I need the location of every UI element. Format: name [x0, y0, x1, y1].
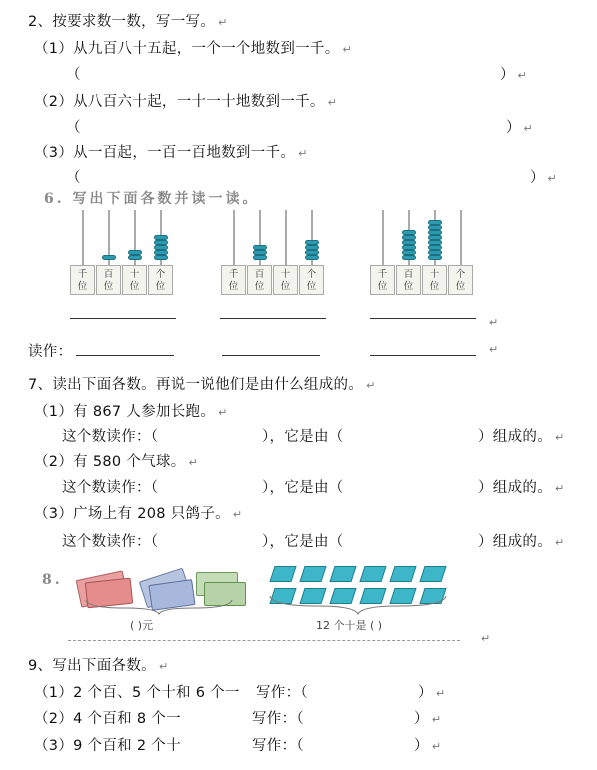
write-line-2[interactable]: [220, 318, 326, 319]
q9-item-2-write: 写作：（: [252, 711, 304, 727]
place-value-label: 十 位: [422, 265, 447, 295]
ten-note-bundle: [419, 566, 446, 582]
abacus-bead: [402, 245, 416, 250]
q9-item-3-write: 写作：（: [252, 738, 304, 754]
q8-label: 8.: [42, 572, 63, 588]
abacus-bead: [305, 255, 319, 260]
q7-item-2: （2）有 580 个气球。 ↵: [34, 454, 199, 470]
q9-item-2: （2）4 个百和 8 个一: [34, 711, 181, 727]
q7-title: 7、读出下面各数。再说一说他们是由什么组成的。 ↵: [28, 377, 376, 393]
q7-item-3: （3）广场上有 208 只鸽子。 ↵: [34, 506, 243, 522]
abacus-bead: [253, 250, 267, 255]
write-line-3[interactable]: [370, 318, 476, 319]
q2-item-3-close[interactable]: ） ↵: [530, 170, 557, 186]
abacus-bead: [154, 240, 168, 245]
q9-title: 9、写出下面各数。 ↵: [28, 658, 169, 674]
q2-item-2-open: （: [66, 120, 81, 136]
abacus-bead: [102, 255, 116, 260]
place-value-label: 百 位: [247, 265, 272, 295]
abacus-bead: [305, 240, 319, 245]
q7-sentence-3-start: 这个数读作：（: [62, 534, 159, 550]
abacus-bead: [402, 240, 416, 245]
q7-sentence-1-start: 这个数读作：（: [62, 429, 159, 445]
q8-left-caption: ( )元: [130, 619, 154, 632]
abacus-bead: [428, 245, 442, 250]
place-value-label: 千 位: [370, 265, 395, 295]
q9-item-1-write: 写作：（: [256, 685, 308, 701]
abacus-bead: [428, 240, 442, 245]
q7-sentence-1-end: ）组成的。 ↵: [478, 429, 565, 445]
q7-sentence-3-mid: ），它是由（: [262, 534, 344, 550]
q2-item-1: （1）从九百八十五起，一个一个地数到一千。 ↵: [34, 41, 353, 57]
brace-left: [84, 598, 234, 616]
paragraph-mark: ↵: [489, 316, 499, 329]
place-value-label: 十 位: [122, 265, 147, 295]
abacus-3: [370, 205, 480, 300]
abacus-bead: [428, 255, 442, 260]
abacus-bead: [428, 235, 442, 240]
abacus-bead: [402, 230, 416, 235]
q9-item-3-close[interactable]: ） ↵: [414, 738, 442, 754]
q2-item-2-close[interactable]: ） ↵: [506, 120, 533, 136]
abacus-bead: [154, 235, 168, 240]
place-value-label: 个 位: [299, 265, 324, 295]
q7-sentence-2-mid: ），它是由（: [262, 480, 344, 496]
q2-item-3-open: （: [66, 170, 81, 186]
q2-item-2: （2）从八百六十起，一十一十地数到一千。 ↵: [34, 94, 338, 110]
read-line-3[interactable]: [370, 355, 476, 356]
abacus-bead: [428, 230, 442, 235]
abacus-rod: [82, 210, 84, 265]
q9-item-3: （3）9 个百和 2 个十: [34, 738, 181, 754]
abacus-bead: [428, 225, 442, 230]
abacus-bead: [128, 255, 142, 260]
place-value-label: 千 位: [70, 265, 95, 295]
abacus-bead: [154, 255, 168, 260]
place-value-label: 十 位: [273, 265, 298, 295]
abacus-bead: [402, 255, 416, 260]
q2-item-1-close[interactable]: ） ↵: [500, 67, 527, 83]
q6-title: 6. 写出下面各数并读一读。: [44, 191, 260, 207]
q2-title: 2、按要求数一数，写一写。 ↵: [28, 14, 228, 30]
ten-note-bundle: [359, 566, 386, 582]
paragraph-mark: ↵: [489, 343, 499, 356]
abacus-1: [70, 205, 180, 300]
abacus-bead: [305, 245, 319, 250]
abacus-bead: [253, 245, 267, 250]
abacus-bead: [154, 245, 168, 250]
read-line-1[interactable]: [76, 355, 174, 356]
ten-note-bundle: [389, 566, 416, 582]
place-value-label: 百 位: [96, 265, 121, 295]
abacus-bead: [428, 220, 442, 225]
divider: [68, 640, 460, 641]
place-value-label: 百 位: [396, 265, 421, 295]
abacus-rod: [233, 210, 235, 265]
ten-note-bundle: [329, 566, 356, 582]
q9-item-1-close[interactable]: ） ↵: [418, 685, 446, 701]
q9-item-2-close[interactable]: ） ↵: [414, 711, 442, 727]
read-label: 读作：: [28, 344, 73, 360]
abacus-bead: [154, 250, 168, 255]
abacus-bead: [402, 235, 416, 240]
abacus-bead: [428, 250, 442, 255]
abacus-rod: [460, 210, 462, 265]
abacus-bead: [305, 250, 319, 255]
brace-right: [268, 594, 448, 616]
abacus-bead: [128, 250, 142, 255]
read-line-2[interactable]: [222, 355, 320, 356]
write-line-1[interactable]: [70, 318, 176, 319]
abacus-rod: [382, 210, 384, 265]
q9-item-1: （1）2 个百、5 个十和 6 个一: [34, 685, 240, 701]
abacus-bead: [402, 250, 416, 255]
place-value-label: 个 位: [448, 265, 473, 295]
q2-item-3: （3）从一百起，一百一百地数到一千。 ↵: [34, 145, 308, 161]
q2-item-1-open: （: [66, 67, 81, 83]
abacus-rod: [285, 210, 287, 265]
abacus-2: [221, 205, 331, 300]
q8-right-caption: 12 个十是 ( ): [316, 619, 383, 632]
q7-sentence-2-end: ）组成的。 ↵: [478, 480, 565, 496]
q7-sentence-1-mid: ），它是由（: [262, 429, 344, 445]
abacus-bead: [253, 255, 267, 260]
place-value-label: 个 位: [148, 265, 173, 295]
q7-sentence-3-end: ）组成的。 ↵: [478, 534, 565, 550]
ten-note-bundle: [269, 566, 296, 582]
q7-sentence-2-start: 这个数读作：（: [62, 480, 159, 496]
place-value-label: 千 位: [221, 265, 246, 295]
paragraph-mark: ↵: [481, 632, 491, 645]
q7-item-1: （1）有 867 人参加长跑。 ↵: [34, 404, 228, 420]
ten-note-bundle: [299, 566, 326, 582]
